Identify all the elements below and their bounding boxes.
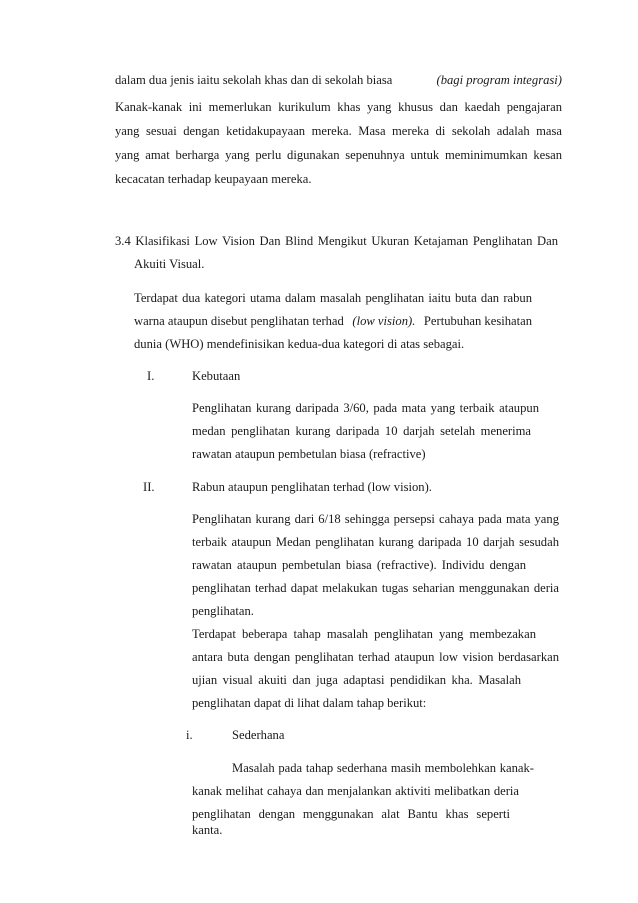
item-2-number: II. — [143, 480, 155, 494]
section-heading-line-2: Akuiti Visual. — [134, 257, 205, 271]
sub-item-1-number: i. — [186, 728, 193, 742]
item-2-line-2: terbaik ataupun Medan penglihatan kurang daripada 10 darjah sesudah — [192, 535, 559, 549]
intro-line-1 — [115, 72, 562, 88]
item-1-line-3: rawatan ataupun pembetulan biasa (refractive) — [192, 447, 426, 461]
item-2-line-3: rawatan ataupun pembetulan biasa (refractive). Individu dengan — [192, 558, 526, 572]
item-2-para-line-1: Terdapat beberapa tahap masalah penglihatan yang membezakan — [192, 627, 536, 641]
item-2-title: Rabun ataupun penglihatan terhad (low vision). — [192, 480, 432, 494]
item-2-para-line-4: penglihatan dapat di lihat dalam tahap berikut: — [192, 696, 427, 710]
item-1-title: Kebutaan — [192, 369, 241, 383]
intro-line-1-italic: (bagi program integrasi) — [436, 73, 562, 87]
sub-item-1-line-2: kanak melihat cahaya dan menjalankan aktiviti melibatkan deria — [192, 784, 519, 798]
section-heading-line-1: 3.4 Klasifikasi Low Vision Dan Blind Mengikut Ukuran Ketajaman Penglihatan Dan — [115, 234, 558, 248]
item-1-line-1: Penglihatan kurang daripada 3/60, pada mata yang terbaik ataupun — [192, 401, 539, 415]
intro-line-2: Kanak-kanak ini memerlukan kurikulum khas yang khusus dan kaedah pengajaran — [115, 100, 562, 114]
section-para-line-2-text: warna ataupun disebut penglihatan terhad — [134, 314, 344, 328]
sub-item-1-title: Sederhana — [232, 728, 285, 742]
section-para-line-1: Terdapat dua kategori utama dalam masalah penglihatan iaitu buta dan rabun — [134, 291, 532, 305]
intro-line-4: yang amat berharga yang perlu digunakan sepenuhnya untuk meminimumkan kesan — [115, 148, 562, 162]
item-2-para-line-2: antara buta dengan penglihatan terhad ataupun low vision berdasarkan — [192, 650, 559, 664]
intro-line-3: yang sesuai dengan ketidakupayaan mereka. Masa mereka di sekolah adalah masa — [115, 124, 562, 138]
sub-item-1-line-3: penglihatan dengan menggunakan alat Bantu khas seperti kanta. — [192, 807, 510, 837]
item-1-line-2: medan penglihatan kurang daripada 10 darjah setelah menerima — [192, 424, 531, 438]
item-2-para-line-3: ujian visual akuiti dan juga adaptasi pendidikan kha. Masalah — [192, 673, 521, 687]
item-2-line-5: penglihatan. — [192, 604, 254, 618]
intro-line-5: kecacatan terhadap keupayaan mereka. — [115, 172, 312, 186]
item-1-number: I. — [147, 369, 155, 383]
section-para-line-2-italic: (low vision). — [352, 314, 416, 328]
section-para-line-2 — [134, 313, 532, 329]
intro-line-1-text: dalam dua jenis iaitu sekolah khas dan di sekolah biasa — [115, 73, 393, 87]
section-para-line-2-tail: Pertubuhan kesihatan — [423, 314, 532, 328]
item-2-line-1: Penglihatan kurang dari 6/18 sehingga persepsi cahaya pada mata yang — [192, 512, 559, 526]
item-2-line-4: penglihatan terhad dapat melakukan tugas seharian menggunakan deria — [192, 581, 559, 595]
section-para-line-3: dunia (WHO) mendefinisikan kedua-dua kategori di atas sebagai. — [134, 337, 465, 351]
sub-item-1-line-1: Masalah pada tahap sederhana masih membolehkan kanak- — [232, 761, 534, 775]
